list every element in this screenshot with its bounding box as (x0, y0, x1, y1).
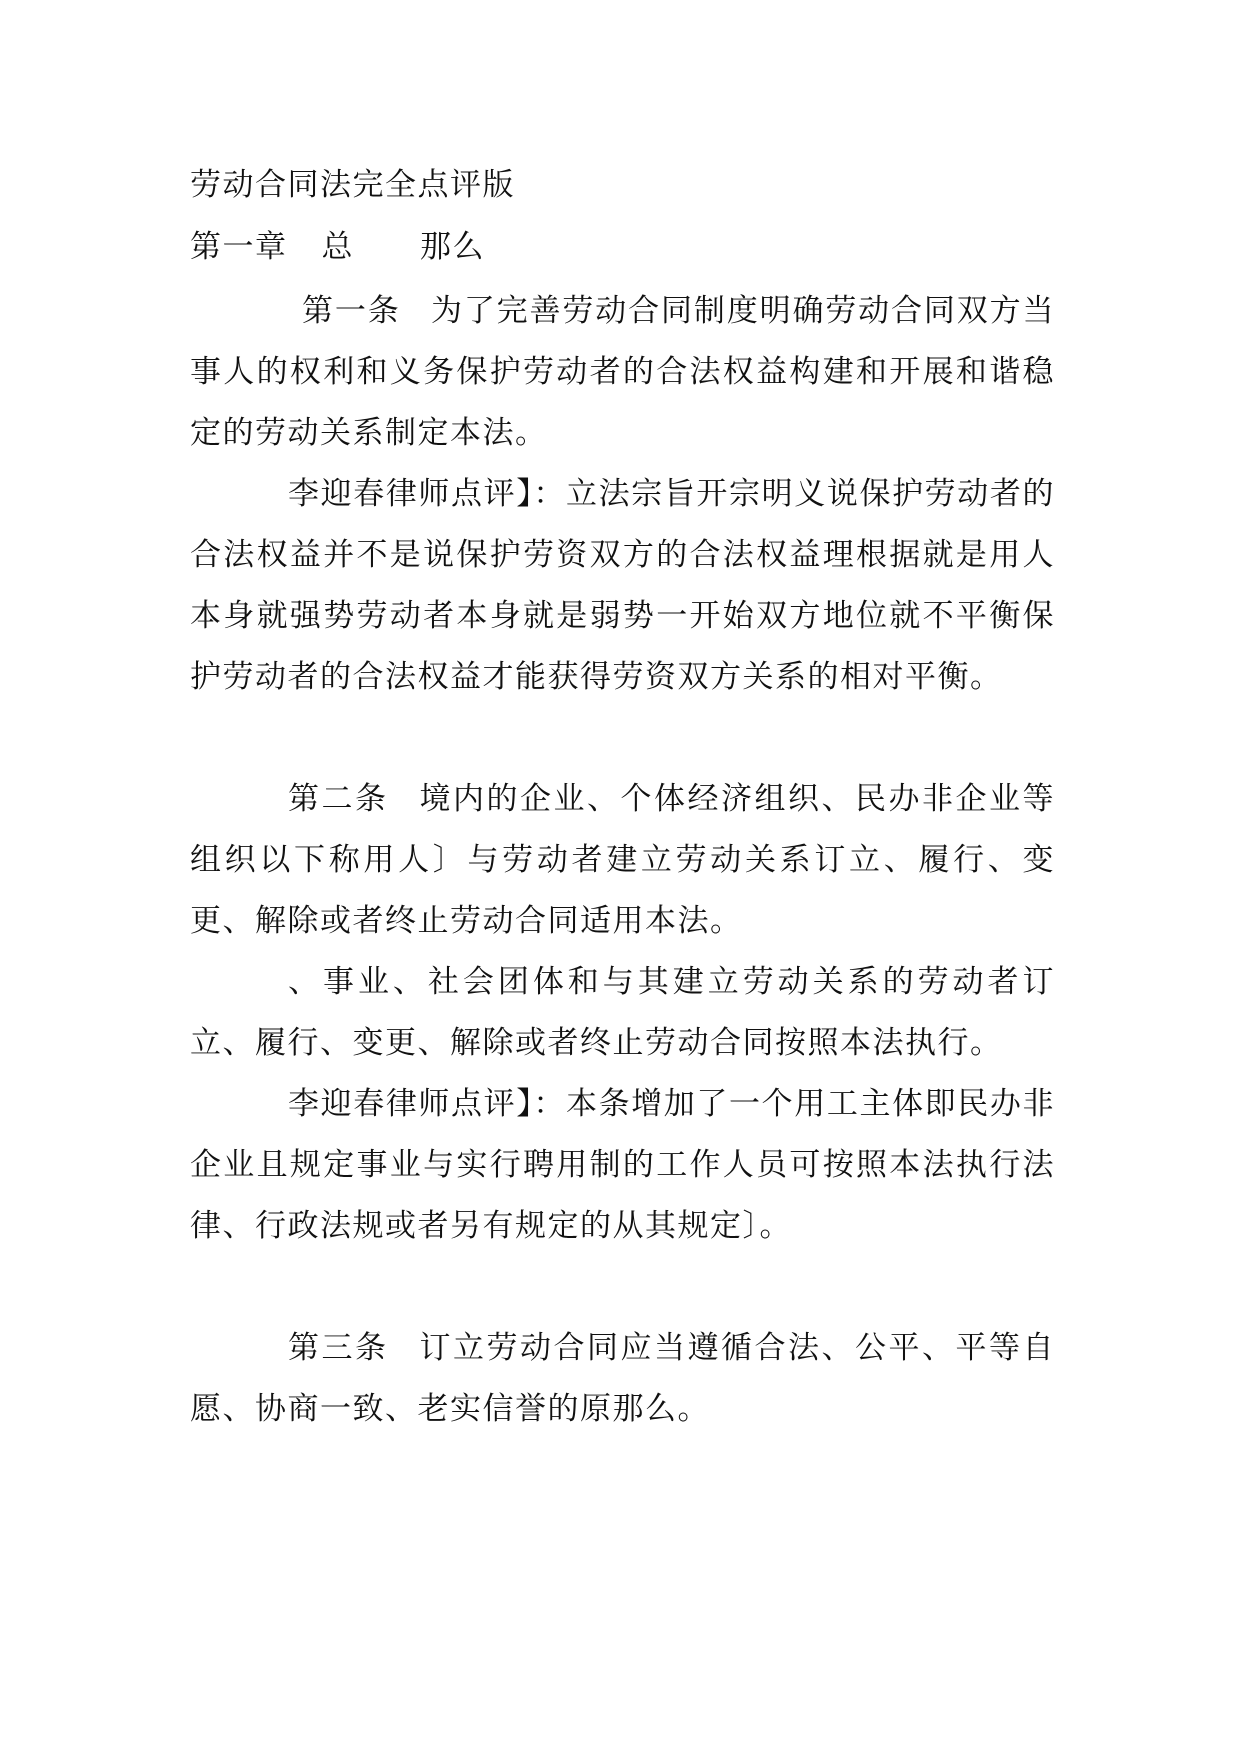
article-1 (190, 281, 1055, 464)
article-3-label: 第三条 (288, 1330, 389, 1366)
article-2-text-2: 、事业、社会团体和与其建立劳动关系的劳动者订立、履行、变更、解除或者终止劳动合同按照本法执行。 (190, 964, 1055, 1061)
chapter-number: 第一章 (190, 229, 288, 265)
chapter-name-part2: 那么 (420, 229, 485, 265)
article-2-text: 境内的企业、个体经济组织、民办非企业等组织以下称用人〕与劳动者建立劳动关系订立、履行、变更、解除或者终止劳动合同适用本法。 (190, 781, 1055, 939)
chapter-heading (190, 215, 1055, 279)
article-1-label: 第一条 (302, 293, 401, 329)
chapter-name-part1: 总 (321, 229, 354, 265)
article-2-label: 第二条 (288, 781, 389, 817)
article-3 (190, 1318, 1055, 1440)
article-1-text: 为了完善劳动合同制度明确劳动合同双方当事人的权利和义务保护劳动者的合法权益构建和开展和谐稳定的劳动关系制定本法。 (190, 293, 1056, 451)
article-2-comment: 李迎春律师点评】：本条增加了一个用工主体即民办非企业且规定事业与实行聘用制的工作人员可按照本法执行法律、行政法规或者另有规定的从其规定〕。 (190, 1086, 1055, 1244)
document-page (190, 155, 1055, 1440)
article-1-comment: 李迎春律师点评】：立法宗旨开宗明义说保护劳动者的合法权益并不是说保护劳资双方的合法权益理根据就是用人本身就强势劳动者本身就是弱势一开始双方地位就不平衡保护劳动者的合法权益才能获得劳资双方关系的相对平衡。 (190, 476, 1055, 695)
article-3-text: 订立劳动合同应当遵循合法、公平、平等自愿、协商一致、老实信誉的原那么。 (190, 1330, 1055, 1427)
document-title: 劳动合同法完全点评版 (190, 167, 515, 203)
article-2 (190, 769, 1055, 952)
